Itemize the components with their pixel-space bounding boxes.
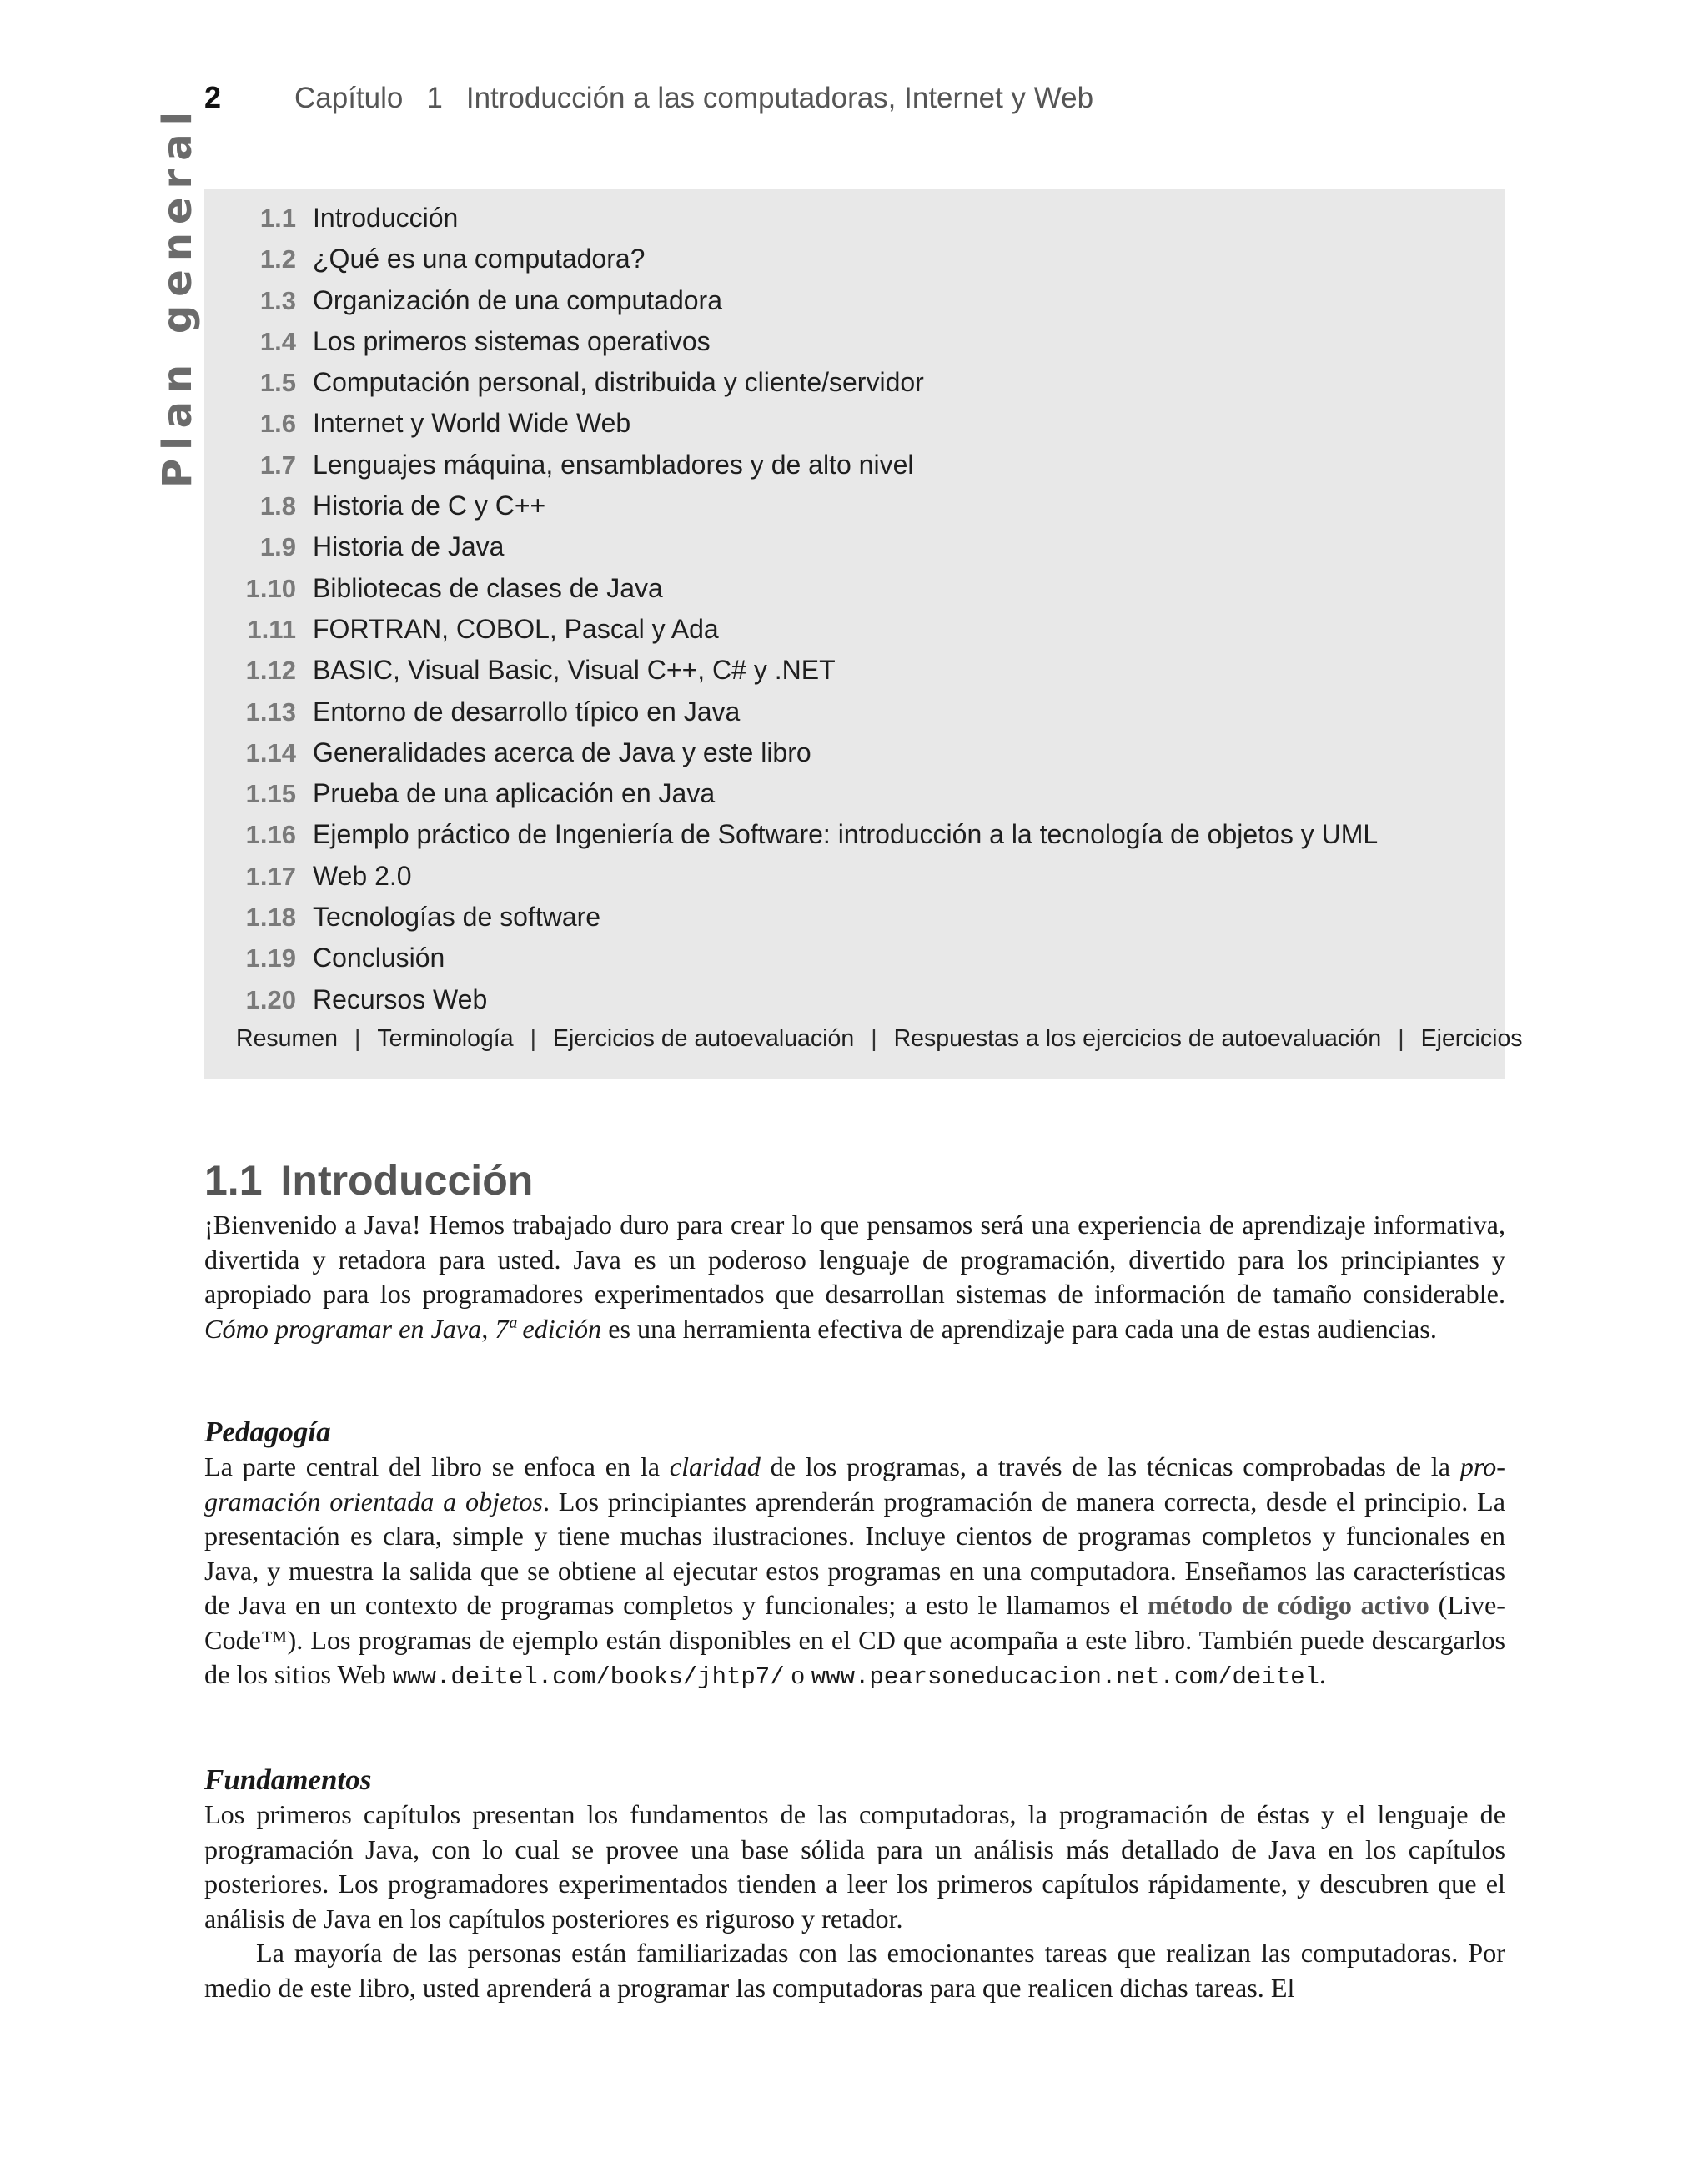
running-header	[204, 80, 1505, 122]
outline-item[interactable]	[204, 203, 1378, 244]
outline-item-title: BASIC, Visual Basic, Visual C++, C# y .NET	[313, 655, 836, 686]
emphasis-claridad: claridad	[669, 1451, 761, 1481]
outline-item[interactable]	[204, 531, 1378, 572]
outline-item-number: 1.9	[259, 532, 296, 562]
book-title: Cómo programar en Java, 7ª edición	[204, 1313, 602, 1344]
pedagogia-text: (Live-Code™). Los programas de ejemplo están disponibles en el CD que acompaña a este libro. También puede descargarlos de los sitios Web	[204, 1590, 1506, 1689]
outline-item[interactable]	[204, 326, 1378, 367]
footer-separator: |	[1398, 1025, 1404, 1052]
outline-item-number: 1.15	[245, 779, 296, 809]
outline-item-number: 1.12	[245, 656, 296, 686]
outline-item[interactable]	[204, 614, 1378, 655]
outline-item-title: Introducción	[313, 203, 459, 233]
outline-item-number: 1.11	[247, 614, 296, 644]
section-number: 1.1	[204, 1157, 263, 1204]
outline-item-number: 1.14	[245, 737, 296, 767]
footer-link-respuestas[interactable]: Respuestas a los ejercicios de autoevaluación	[893, 1025, 1382, 1052]
outline-footer	[236, 1025, 1523, 1053]
outline-item-number: 1.17	[245, 861, 296, 891]
footer-link-terminologia[interactable]: Terminología	[377, 1025, 514, 1052]
pedagogia-paragraph	[204, 1450, 1505, 1695]
outline-item-number: 1.20	[245, 984, 296, 1014]
outline-item[interactable]	[204, 408, 1378, 449]
chapter-number: 1	[426, 82, 443, 114]
outline-item-number: 1.19	[245, 943, 296, 973]
outline-item-number: 1.5	[259, 368, 296, 398]
chapter-label: Capítulo	[294, 82, 404, 114]
section-title: Introducción	[280, 1157, 534, 1204]
chapter-outline-box	[204, 189, 1523, 1079]
fundamentos-paragraph-1: Los primeros capítulos presentan los fundamentos de las computadoras, la programación de éstas y el lenguaje de programación Java, con lo cual se provee una base sólida para un análisis más detallado de Java en los capítulos posteriores. Los programadores experimentados tienden a leer los primeros capítulos rápidamente, y descubren que el análisis de Java en los capítulos posteriores es riguroso y retador.	[204, 1799, 1505, 1934]
outline-item-title: Internet y World Wide Web	[313, 408, 631, 439]
outline-item[interactable]	[204, 573, 1378, 614]
outline-item-title: Prueba de una aplicación en Java	[313, 778, 716, 809]
side-label-text: Plan general	[154, 103, 201, 488]
outline-item[interactable]	[204, 490, 1378, 531]
outline-item-title: Organización de una computadora	[313, 284, 722, 315]
term-metodo-codigo-activo: método de código activo	[1148, 1590, 1429, 1620]
outline-list	[204, 203, 1378, 1025]
outline-item-number: 1.10	[245, 573, 296, 603]
footer-separator: |	[354, 1025, 361, 1052]
outline-item[interactable]	[204, 943, 1378, 983]
intro-text-end: es una herramienta efectiva de aprendizaje para cada una de estas audiencias.	[601, 1313, 1437, 1344]
outline-item-title: Recursos Web	[313, 983, 488, 1014]
outline-item-number: 1.3	[259, 285, 296, 315]
outline-item[interactable]	[204, 367, 1378, 408]
chapter-title: Introducción a las computadoras, Internet y Web	[465, 82, 1094, 114]
subheading-pedagogia: Pedagogía	[204, 1416, 331, 1448]
outline-item-title: Los primeros sistemas operativos	[313, 325, 711, 356]
pedagogia-text: La parte central del libro se enfoca en la	[204, 1451, 670, 1481]
url-pearson[interactable]: www.pearsoneducacion.​net.com/deitel	[811, 1663, 1319, 1691]
outline-item-number: 1.13	[245, 697, 296, 727]
outline-item-number: 1.4	[259, 326, 296, 356]
outline-item-title: Generalidades acerca de Java y este libro	[313, 737, 811, 767]
pedagogia-text: de los programas, a través de las técnicas comprobadas de la	[760, 1451, 1460, 1481]
outline-item[interactable]	[204, 984, 1378, 1025]
outline-item[interactable]	[204, 697, 1378, 737]
pedagogia-text: o	[784, 1659, 811, 1689]
outline-item-title: Tecnologías de software	[313, 902, 601, 933]
outline-item[interactable]	[204, 902, 1378, 943]
outline-item-title: Bibliotecas de clases de Java	[313, 572, 663, 603]
outline-item-title: Entorno de desarrollo típico en Java	[313, 696, 741, 727]
pedagogia-text: . Los principiantes aprenderán programación de manera correcta, desde el principio. La presentación es clara, simple y tiene muchas ilustraciones. Incluye cientos de programas completos y funcionales en Java, y muestra la salida que se obtiene al ejecutar estos programas en una computadora. Enseñamos las características de Java en un contexto de programas completos y funcionales; a esto le llamamos el	[204, 1486, 1505, 1620]
intro-paragraph	[204, 1208, 1505, 1346]
footer-separator: |	[530, 1025, 536, 1052]
outline-item-title: Web 2.0	[313, 860, 412, 891]
page-number: 2	[204, 80, 222, 114]
side-label	[154, 103, 207, 488]
outline-item-number: 1.7	[259, 450, 296, 480]
pedagogia-text: .	[1319, 1659, 1326, 1689]
outline-item[interactable]	[204, 655, 1378, 696]
outline-item-number: 1.16	[245, 820, 296, 850]
outline-item[interactable]	[204, 861, 1378, 902]
outline-item-title: Historia de Java	[313, 531, 505, 562]
outline-item-number: 1.2	[259, 244, 296, 274]
url-deitel[interactable]: www.deitel.com/books/jhtp7/	[392, 1663, 785, 1691]
outline-item[interactable]	[204, 819, 1378, 860]
intro-text: ¡Bienvenido a Java! Hemos trabajado duro para crear lo que pensamos será una experiencia de aprendizaje informativa, divertida y retadora para usted. Java es un poderoso lenguaje de programación, divertido para los principiantes y apropiado para los programadores experimentados que desarrollan sistemas de información de tamaño considerable.	[204, 1210, 1505, 1309]
outline-item[interactable]	[204, 450, 1378, 490]
section-heading	[204, 1154, 533, 1207]
outline-item-number: 1.18	[245, 903, 296, 933]
outline-item-title: Conclusión	[313, 943, 445, 973]
outline-item-title: Computación personal, distribuida y cliente/servidor	[313, 367, 924, 398]
emphasis-poo: programación orientada a objetos	[204, 1451, 1505, 1517]
outline-item-number: 1.8	[259, 491, 296, 521]
outline-item[interactable]	[204, 737, 1378, 778]
outline-item-title: FORTRAN, COBOL, Pascal y Ada	[313, 613, 719, 644]
outline-item-number: 1.6	[259, 409, 296, 439]
outline-item-number: 1.1	[259, 204, 296, 233]
outline-item[interactable]	[204, 778, 1378, 819]
outline-item-title: Historia de C y C++	[313, 490, 546, 521]
footer-link-ejercicios[interactable]: Ejercicios	[1420, 1025, 1523, 1052]
footer-link-ejercicios-autoevaluacion[interactable]: Ejercicios de autoevaluación	[552, 1025, 855, 1052]
footer-separator: |	[871, 1025, 877, 1052]
fundamentos-paragraph-2: La mayoría de las personas están familiarizadas con las emocionantes tareas que realizan las computadoras. Por medio de este libro, usted aprenderá a programar las computadoras para que realicen dichas tareas. El	[204, 1938, 1505, 2003]
outline-item[interactable]	[204, 285, 1378, 326]
footer-link-resumen[interactable]: Resumen	[236, 1025, 338, 1052]
outline-item[interactable]	[204, 244, 1378, 284]
outline-item-title: Lenguajes máquina, ensambladores y de alto nivel	[313, 449, 914, 480]
outline-item-title: Ejemplo práctico de Ingeniería de Software: introducción a la tecnología de objetos y UML	[313, 819, 1379, 850]
outline-item-title: ¿Qué es una computadora?	[313, 244, 646, 274]
subheading-fundamentos: Fundamentos	[204, 1763, 372, 1796]
